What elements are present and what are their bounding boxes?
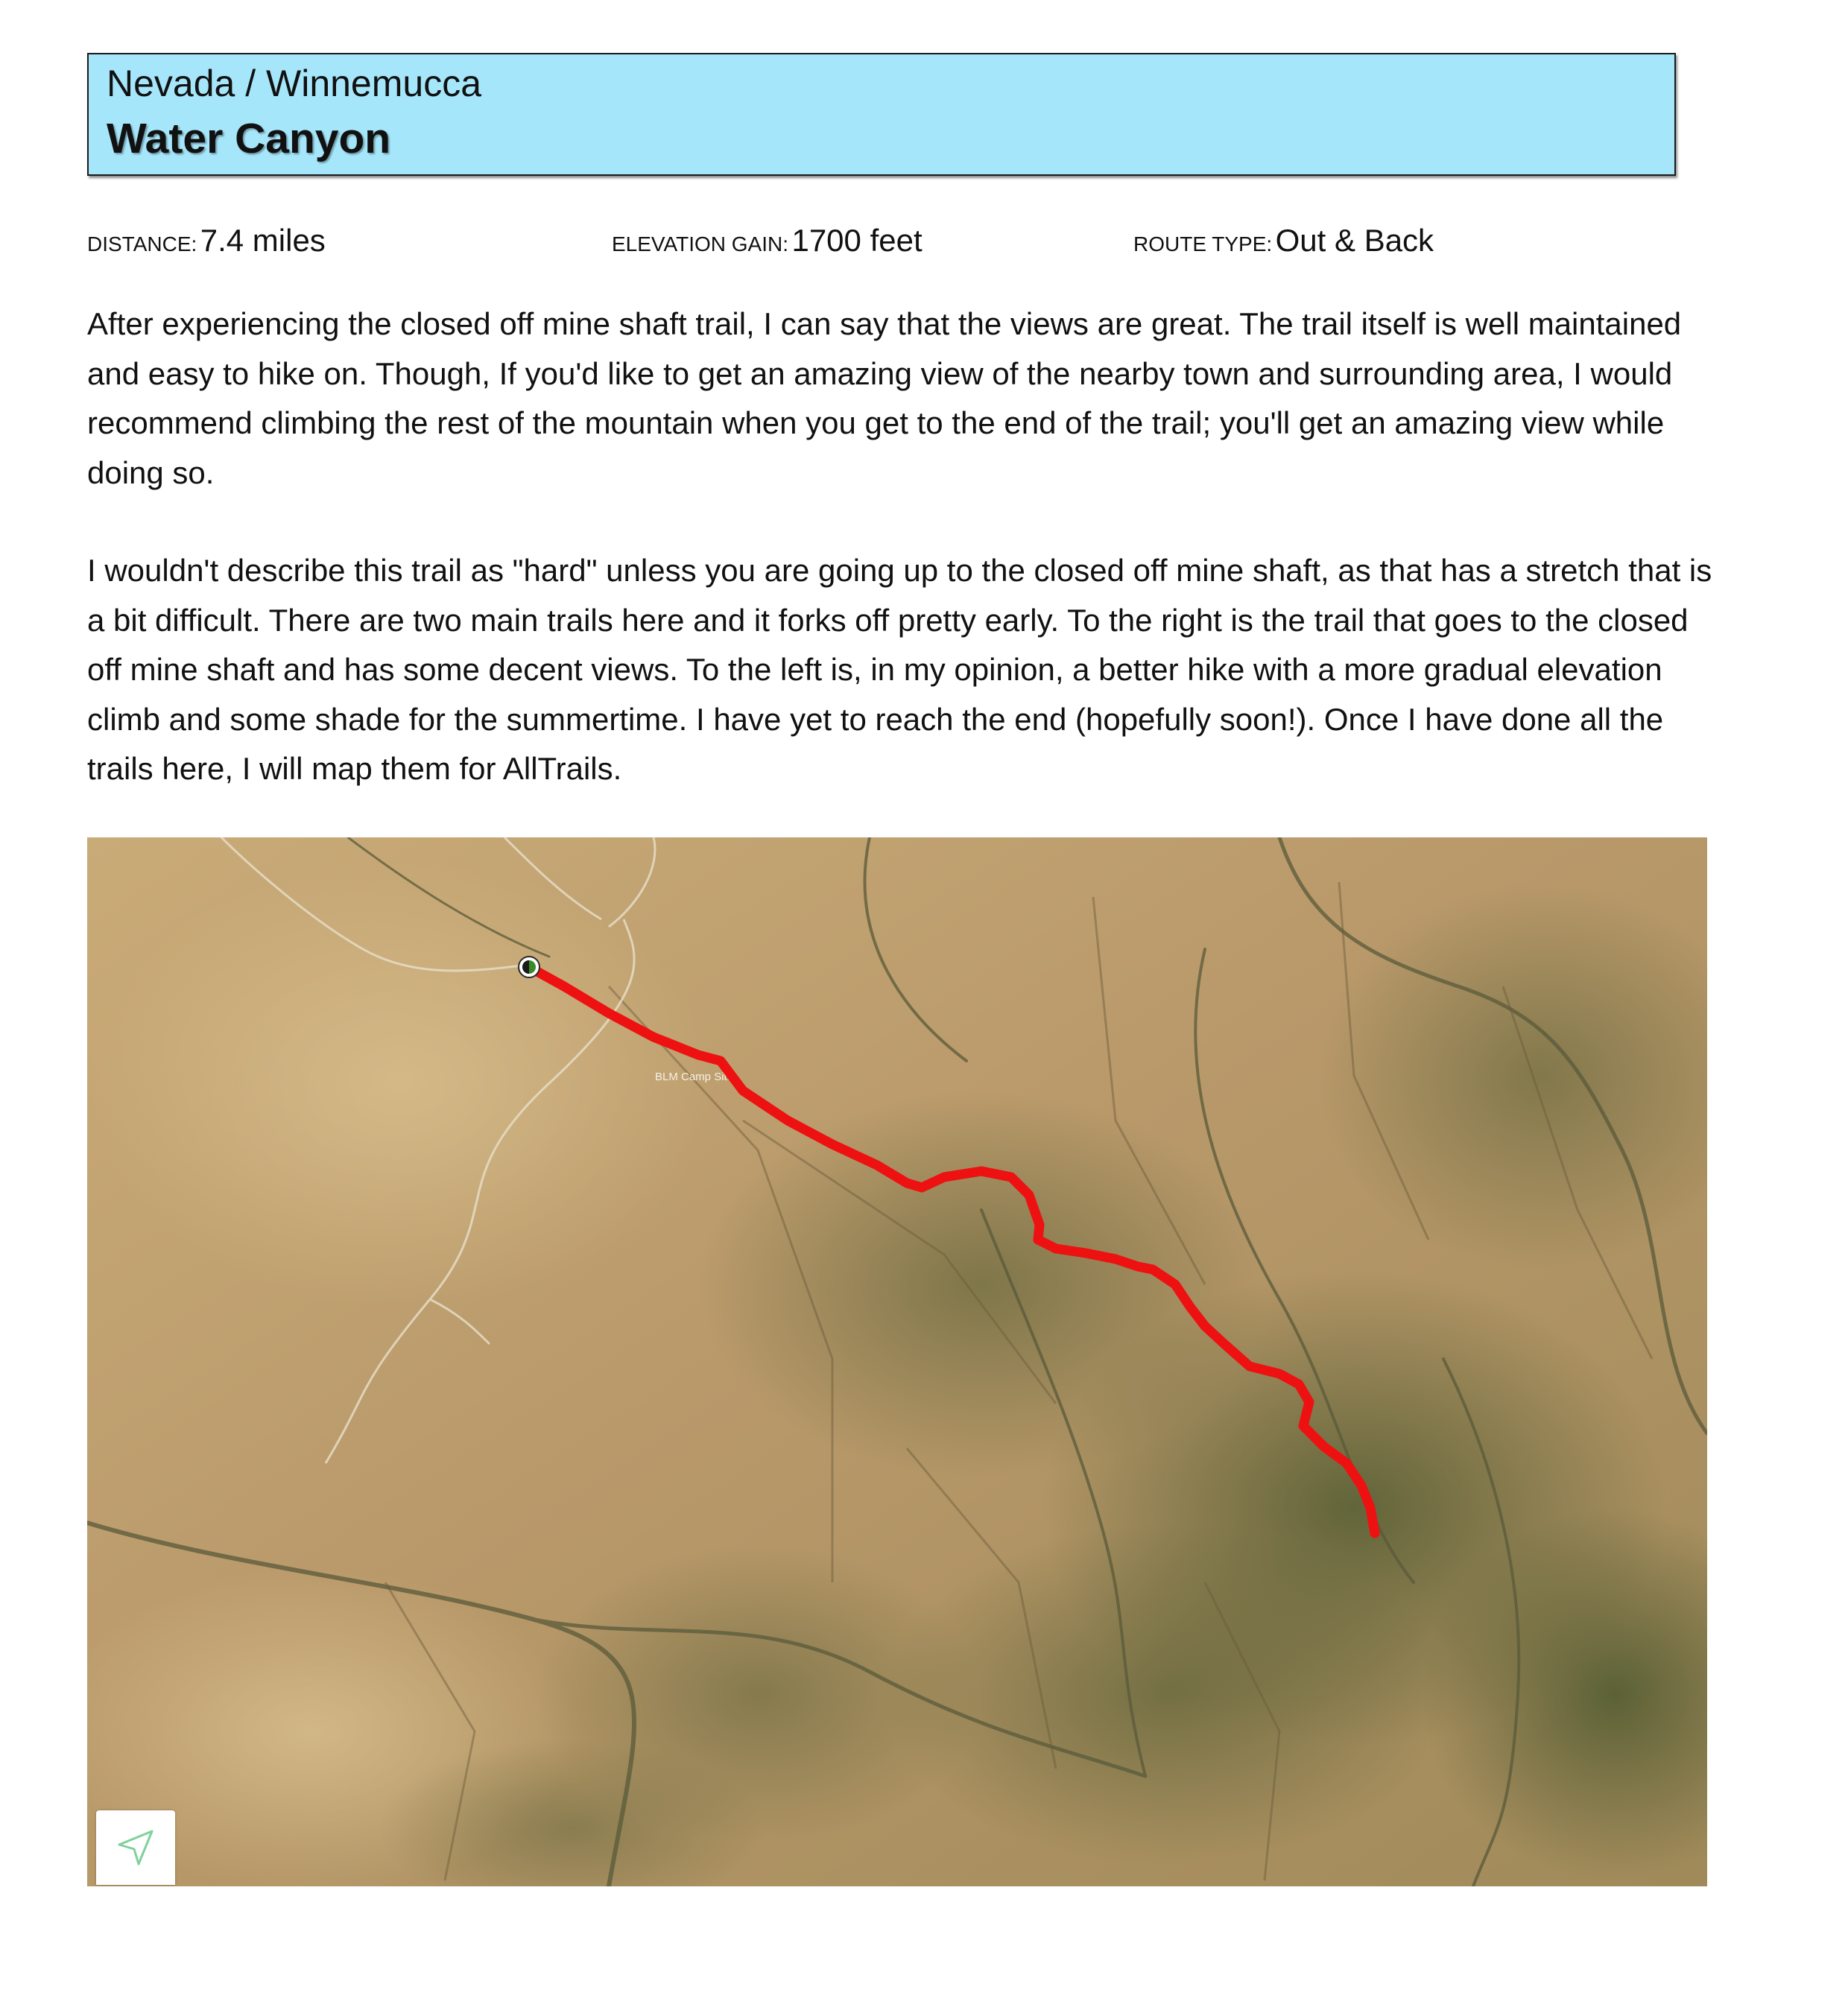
distance-stat — [87, 222, 326, 267]
route-type-label: ROUTE TYPE: — [1133, 232, 1273, 256]
distance-value: 7.4 miles — [200, 223, 326, 258]
navigation-arrow-icon — [113, 1825, 158, 1870]
elevation-label: ELEVATION GAIN: — [612, 232, 789, 256]
trail-title: Water Canyon — [107, 115, 391, 162]
elevation-value: 1700 feet — [791, 223, 923, 258]
locate-me-button[interactable] — [96, 1810, 175, 1885]
trailhead-marker[interactable] — [519, 957, 539, 977]
trail-map[interactable] — [87, 837, 1707, 1886]
satellite-map-image — [87, 837, 1707, 1886]
trail-header — [87, 53, 1676, 176]
route-type-stat — [1133, 222, 1434, 267]
distance-label: DISTANCE: — [87, 232, 197, 256]
description-paragraph-1: After experiencing the closed off mine shaft trail, I can say that the views are great. The trail itself is well maintained and easy to hike on. Though, If you'd like to get an amazing view of the nearby town and surrounding area, I would recommend climbing the rest of the mountain when you get to the end of the trail; you'll get an amazing view while doing so. — [87, 306, 1682, 490]
poi-label-blm-camp-site: BLM Camp Site — [655, 1071, 734, 1083]
elevation-stat — [612, 222, 923, 267]
route-type-value: Out & Back — [1275, 223, 1434, 258]
location-breadcrumb: Nevada / Winnemucca — [107, 63, 482, 104]
description-paragraph-2: I wouldn't describe this trail as "hard" unless you are going up to the closed off mine shaft, as that has a stretch that is a bit difficult. There are two main trails here and it forks off pretty early. To the right is the trail that goes to the closed off mine shaft and has some decent views. To the left is, in my opinion, a better hike with a more gradual elevation climb and some shade for the summertime. I have yet to reach the end (hopefully soon!). Once I have done all the trails here, I will map them for AllTrails. — [87, 553, 1712, 786]
